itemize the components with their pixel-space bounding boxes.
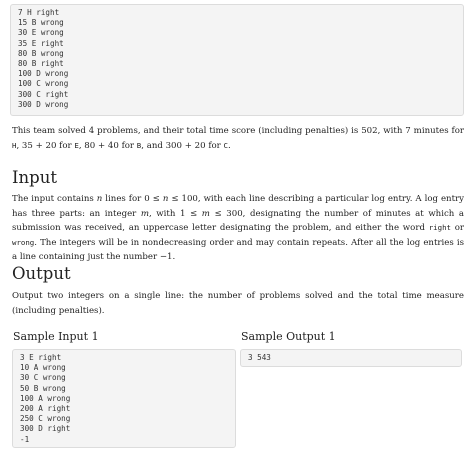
sample-output-title: Sample Output 1 xyxy=(241,330,336,343)
input-text-5: ≤ 300, designating the number of minutes at which a submission was received, an uppercase letter designating the problem, and either the word xyxy=(12,208,465,233)
input-code-right: right xyxy=(428,223,451,232)
input-code-wrong: wrong xyxy=(12,237,35,247)
sample-input-block xyxy=(12,349,236,448)
summary-paragraph xyxy=(12,124,464,153)
input-var-3: m xyxy=(140,208,149,219)
summary-text-4: , and 300 + 20 for xyxy=(141,140,224,151)
summary-text-1: This team solved 4 problems, and their total time score (including penalties) is 502, with 7 minutes for xyxy=(12,126,464,136)
input-text-1: The input contains xyxy=(12,194,97,204)
input-text-2: lines for 0 ≤ xyxy=(102,194,163,204)
summary-text-2: , 35 + 20 for xyxy=(16,140,75,151)
input-var-2: n xyxy=(162,194,169,204)
summary-code-1: H xyxy=(12,140,17,150)
log-code-text: 7 H right 15 B wrong 30 E wrong 35 E right 80 B wrong 80 B right 100 D wrong 100 C wrong 300 C right 300 D wrong xyxy=(18,8,69,109)
sample-input-code: 3 E right 10 A wrong 30 C wrong 50 B wrong 100 A wrong 200 A right 250 C wrong 300 D right -1 xyxy=(20,353,71,444)
output-paragraph: Output two integers on a single line: the number of problems solved and the total time measure (including penalties). xyxy=(12,291,464,316)
summary-text-3: , 80 + 40 for xyxy=(78,140,137,151)
input-paragraph xyxy=(12,192,464,265)
input-heading: Input xyxy=(12,168,57,187)
input-text-3: ≤ 100, with each line describing a particular log entry. A log entry has three parts: an integer xyxy=(12,194,464,219)
sample-input-title: Sample Input 1 xyxy=(13,330,99,343)
summary-code-3: B xyxy=(136,140,142,150)
summary-text-5: . xyxy=(227,140,231,151)
log-code-block xyxy=(10,4,464,116)
output-heading: Output xyxy=(12,264,71,283)
input-var-1: n xyxy=(96,194,103,204)
input-text-7: . The integers will be in nondecreasing order and may contain repeats. After all the log entries is a line containing just the number −1. xyxy=(12,237,464,262)
input-text-6: or xyxy=(450,223,465,233)
summary-code-2: E xyxy=(74,140,79,150)
summary-code-4: C xyxy=(223,140,228,150)
sample-output-block xyxy=(240,349,462,367)
sample-output-code: 3 543 xyxy=(248,353,271,362)
input-text-4: , with 1 ≤ xyxy=(149,208,202,219)
input-var-4: m xyxy=(201,208,210,219)
